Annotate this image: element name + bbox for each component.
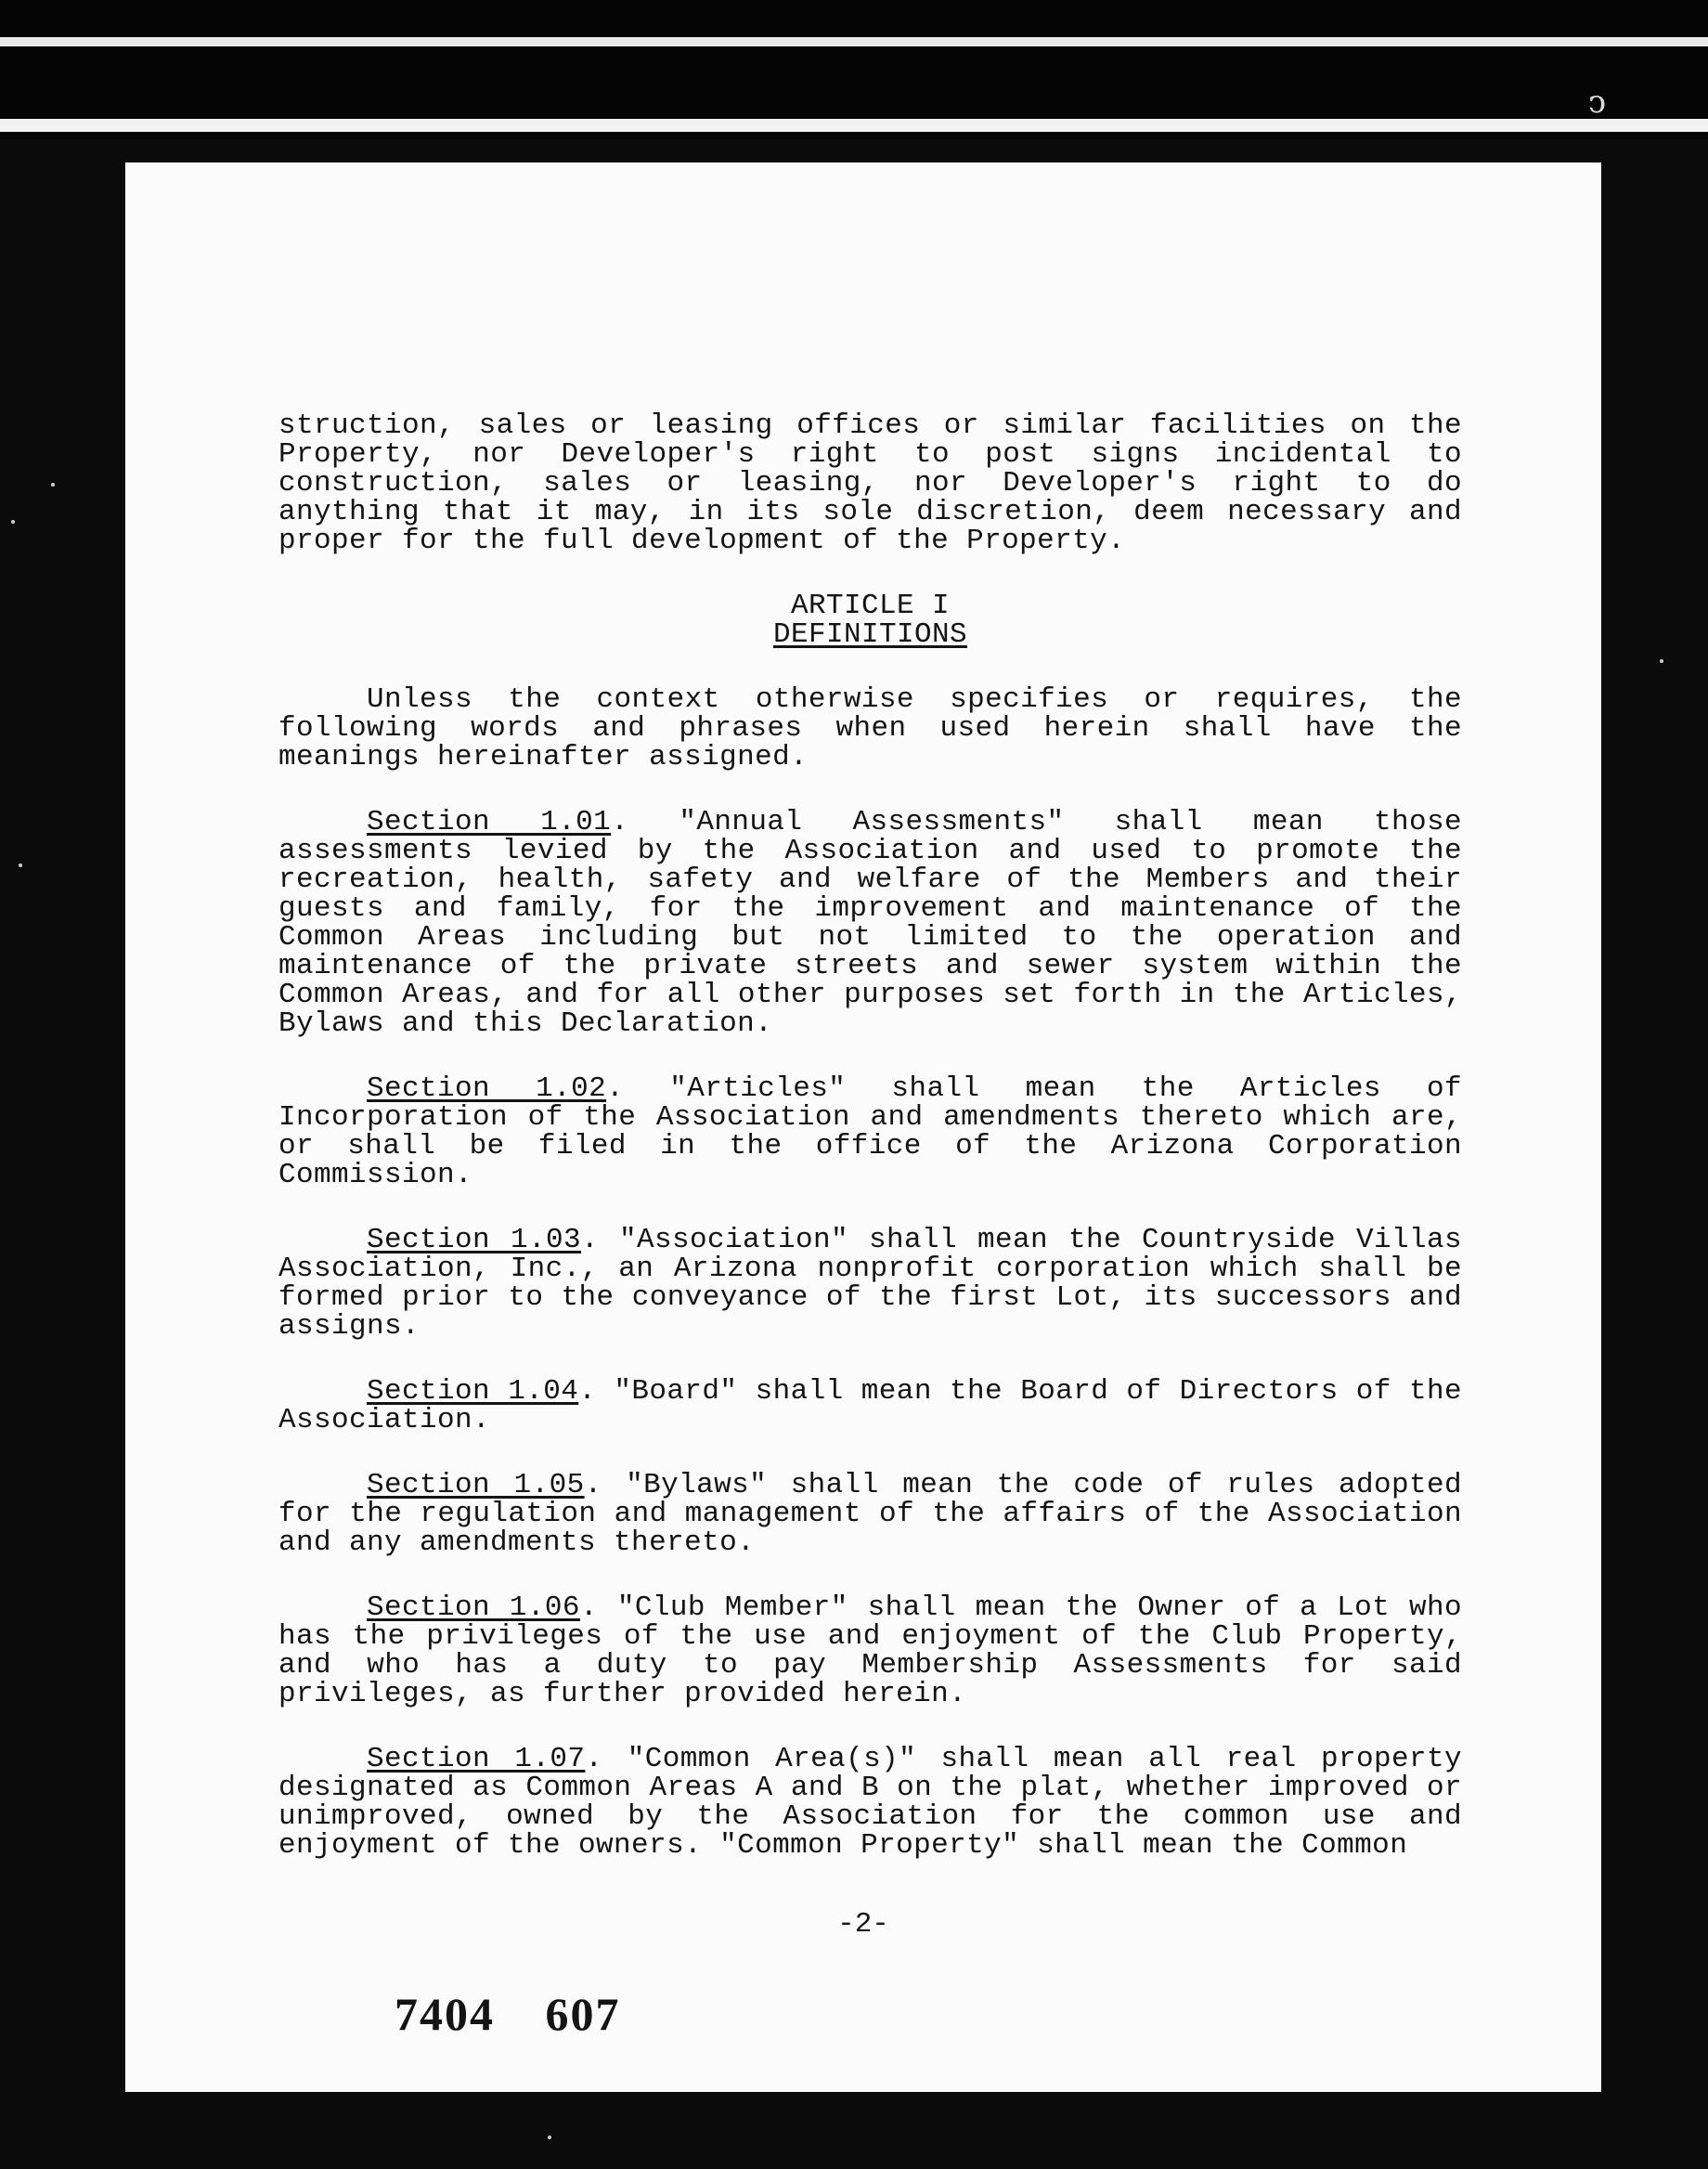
scan-artifact-line (0, 37, 1708, 46)
scan-speck (548, 2136, 551, 2139)
section-1-07 (278, 1745, 1462, 1860)
section-1-05 (278, 1471, 1462, 1557)
section-label: Section 1.05 (367, 1469, 585, 1501)
section-label: Section 1.03 (367, 1224, 582, 1256)
section-label: Section 1.01 (367, 806, 612, 838)
scan-speck (51, 483, 55, 487)
section-text: . "Common Area(s)" shall mean all real property designated as Common Areas A and B on the plat, whether improved or unimproved, owned by the Association for the common use and enjoyment of the owners. "Common Property" shall mean the Common (278, 1743, 1462, 1862)
section-label: Section 1.06 (367, 1591, 580, 1624)
section-text: . "Club Member" shall mean the Owner of a Lot who has the privileges of the use and enjoyment of the Club Property, and who has a duty to pay Membership Assessments for said privileges, as further provided herein. (278, 1591, 1462, 1710)
page-number: -2- (837, 1908, 889, 1941)
section-1-01 (278, 808, 1462, 1038)
scan-speck (1660, 659, 1663, 663)
section-1-02 (278, 1074, 1462, 1189)
section-1-04 (278, 1377, 1462, 1435)
article-title: DEFINITIONS (772, 618, 968, 651)
scan-speck (19, 864, 22, 867)
section-text: . "Association" shall mean the Countryside Villas Association, Inc., an Arizona nonprofit corporation which shall be formed prior to the conveyance of the first Lot, its successors and assigns. (278, 1224, 1462, 1343)
article-heading (278, 620, 1462, 649)
section-label: Section 1.07 (367, 1743, 586, 1775)
scan-artifact-line (0, 119, 1708, 132)
intro-paragraph: Unless the context otherwise specifies or requires, the following words and phrases when used herein shall have the meanings hereinafter assigned. (278, 683, 1462, 773)
section-text: . "Bylaws" shall mean the code of rules adopted for the regulation and management of the affairs of the Association and any amendments thereto. (278, 1469, 1462, 1559)
section-label: Section 1.02 (367, 1072, 607, 1105)
section-text: . "Articles" shall mean the Articles of Incorporation of the Association and amendments thereto which are, or shall be filed in the office of the Arizona Corporation Commission. (278, 1072, 1462, 1191)
section-text: . "Annual Assessments" shall mean those assessments levied by the Association and used to promote the recreation, health, safety and welfare of the Members and their guests and family, for the improvement and maintenance of the Common Areas including but not limited to the operation and maintenance of the private streets and sewer system within the Common Areas, and for all other purposes set forth in the Articles, Bylaws and this Declaration. (278, 806, 1462, 1040)
section-1-03 (278, 1226, 1462, 1341)
opening-paragraph: struction, sales or leasing offices or similar facilities on the Property, nor Developer's right to post signs incidental to construction, sales or leasing, nor Developer's right to do anything that it may, in its sole discretion, deem necessary and proper for the full development of the Property. (278, 409, 1462, 557)
document-stamp-number: 7404 607 (395, 1988, 621, 2040)
section-text: . "Board" shall mean the Board of Directors of the Association. (278, 1375, 1462, 1436)
scan-speck (11, 520, 15, 524)
section-1-06 (278, 1593, 1462, 1708)
document-body (278, 411, 1462, 1896)
document-page (125, 162, 1601, 2092)
section-label: Section 1.04 (367, 1375, 579, 1408)
article-number: ARTICLE I (790, 590, 951, 622)
scan-mark: ↄ (1587, 84, 1606, 121)
